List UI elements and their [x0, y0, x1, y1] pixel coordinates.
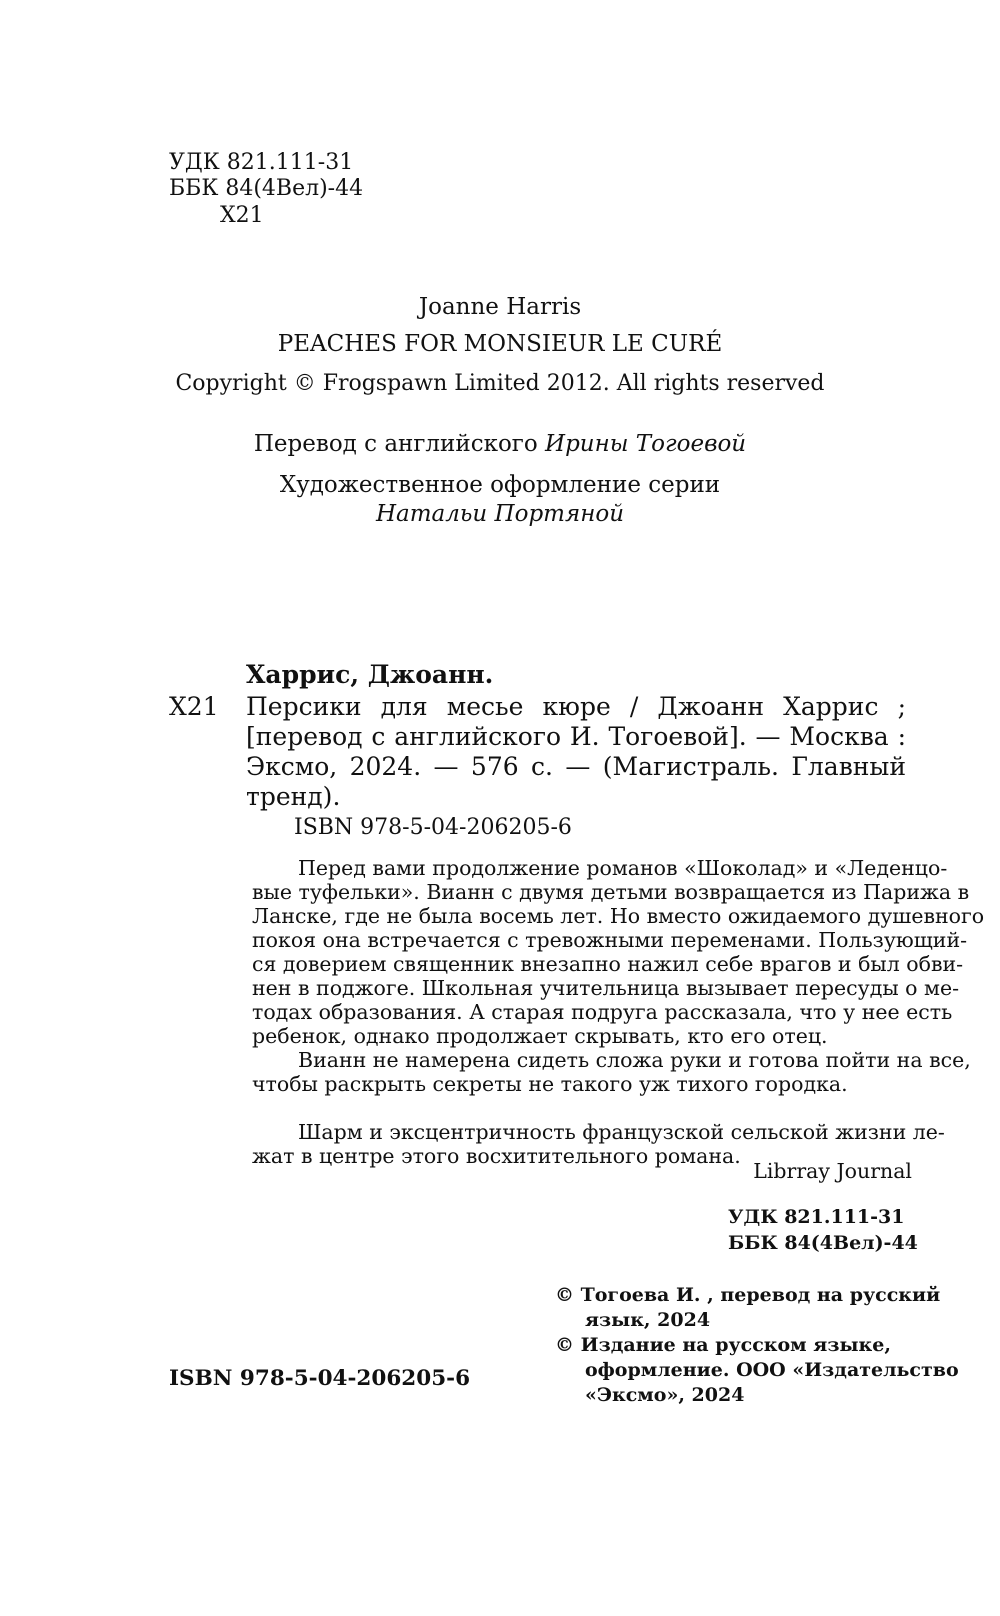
translator-name: Ирины Тогоевой — [545, 431, 747, 457]
annotation-line: покоя она встречается с тревожными переменами. Пользующий- — [252, 928, 968, 952]
annotation-line: вые туфельки». Вианн с двумя детьми возвращается из Парижа в — [252, 880, 970, 904]
isbn-bottom: ISBN 978-5-04-206205-6 — [169, 1366, 471, 1391]
translation-credit — [0, 431, 1000, 457]
catalog-heading: Харрис, Джоанн. — [246, 660, 494, 689]
annotation-line: нен в поджоге. Школьная учительница вызывает пересуды о ме- — [252, 976, 960, 1000]
copyright-edition-line: © Издание на русском языке, — [555, 1334, 891, 1356]
catalog-mark: Х21 — [169, 692, 219, 721]
catalog-line: Персики для месье кюре / Джоанн Харрис ; — [246, 692, 906, 721]
catalog-line: [перевод с английского И. Тогоевой]. — Москва : — [246, 722, 906, 751]
annotation — [252, 856, 985, 1096]
annotation-line: тодах образования. А старая подруга рассказала, что у нее есть — [252, 1000, 953, 1024]
catalog-description — [246, 692, 906, 812]
catalog-isbn: ISBN 978-5-04-206205-6 — [294, 815, 572, 840]
copyright-edition-line: «Эксмо», 2024 — [585, 1384, 745, 1406]
annotation-line: Перед вами продолжение романов «Шоколад» и «Леденцо- — [298, 856, 948, 880]
quote-line: жат в центре этого восхитительного романа. — [252, 1144, 741, 1168]
udk-code: УДК 821.111-31 — [169, 150, 354, 175]
annotation-line: чтобы раскрыть секреты не такого уж тихого городка. — [252, 1072, 848, 1096]
author-mark: Х21 — [220, 203, 264, 228]
quote-line: Шарм и эксцентричность французской сельской жизни ле- — [298, 1120, 945, 1144]
copyright-translation-line: язык, 2024 — [585, 1309, 711, 1331]
translation-prefix: Перевод с английского — [253, 431, 538, 457]
original-copyright: Copyright © Frogspawn Limited 2012. All rights reserved — [175, 371, 825, 396]
original-title: PEACHES FOR MONSIEUR LE CURÉ — [277, 331, 723, 357]
design-credit: Художественное оформление серии — [279, 472, 721, 498]
bbk-code: ББК 84(4Вел)-44 — [169, 176, 364, 201]
quote-source: Librray Journal — [753, 1159, 912, 1183]
annotation-line: Вианн не намерена сидеть сложа руки и готова пойти на все, — [298, 1048, 971, 1072]
catalog-line: Эксмо, 2024. — 576 с. — (Магистраль. Главный — [246, 752, 906, 781]
annotation-line: Ланске, где не была восемь лет. Но вместо ожидаемого душевного — [252, 904, 985, 928]
annotation-line: ребенок, однако продолжает скрывать, кто его отец. — [252, 1024, 828, 1048]
copyright-translation-line: © Тогоева И. , перевод на русский — [555, 1284, 941, 1306]
bottom-udk: УДК 821.111-31 — [728, 1206, 905, 1228]
copyright-block — [555, 1283, 959, 1408]
designer-name: Натальи Портяной — [375, 501, 625, 527]
copyright-edition-line: оформление. ООО «Издательство — [585, 1359, 959, 1381]
bottom-bbk: ББК 84(4Вел)-44 — [728, 1232, 918, 1254]
annotation-line: ся доверием священник внезапно нажил себе врагов и был обви- — [252, 952, 964, 976]
catalog-line: тренд). — [246, 782, 341, 811]
original-author: Joanne Harris — [418, 294, 582, 320]
